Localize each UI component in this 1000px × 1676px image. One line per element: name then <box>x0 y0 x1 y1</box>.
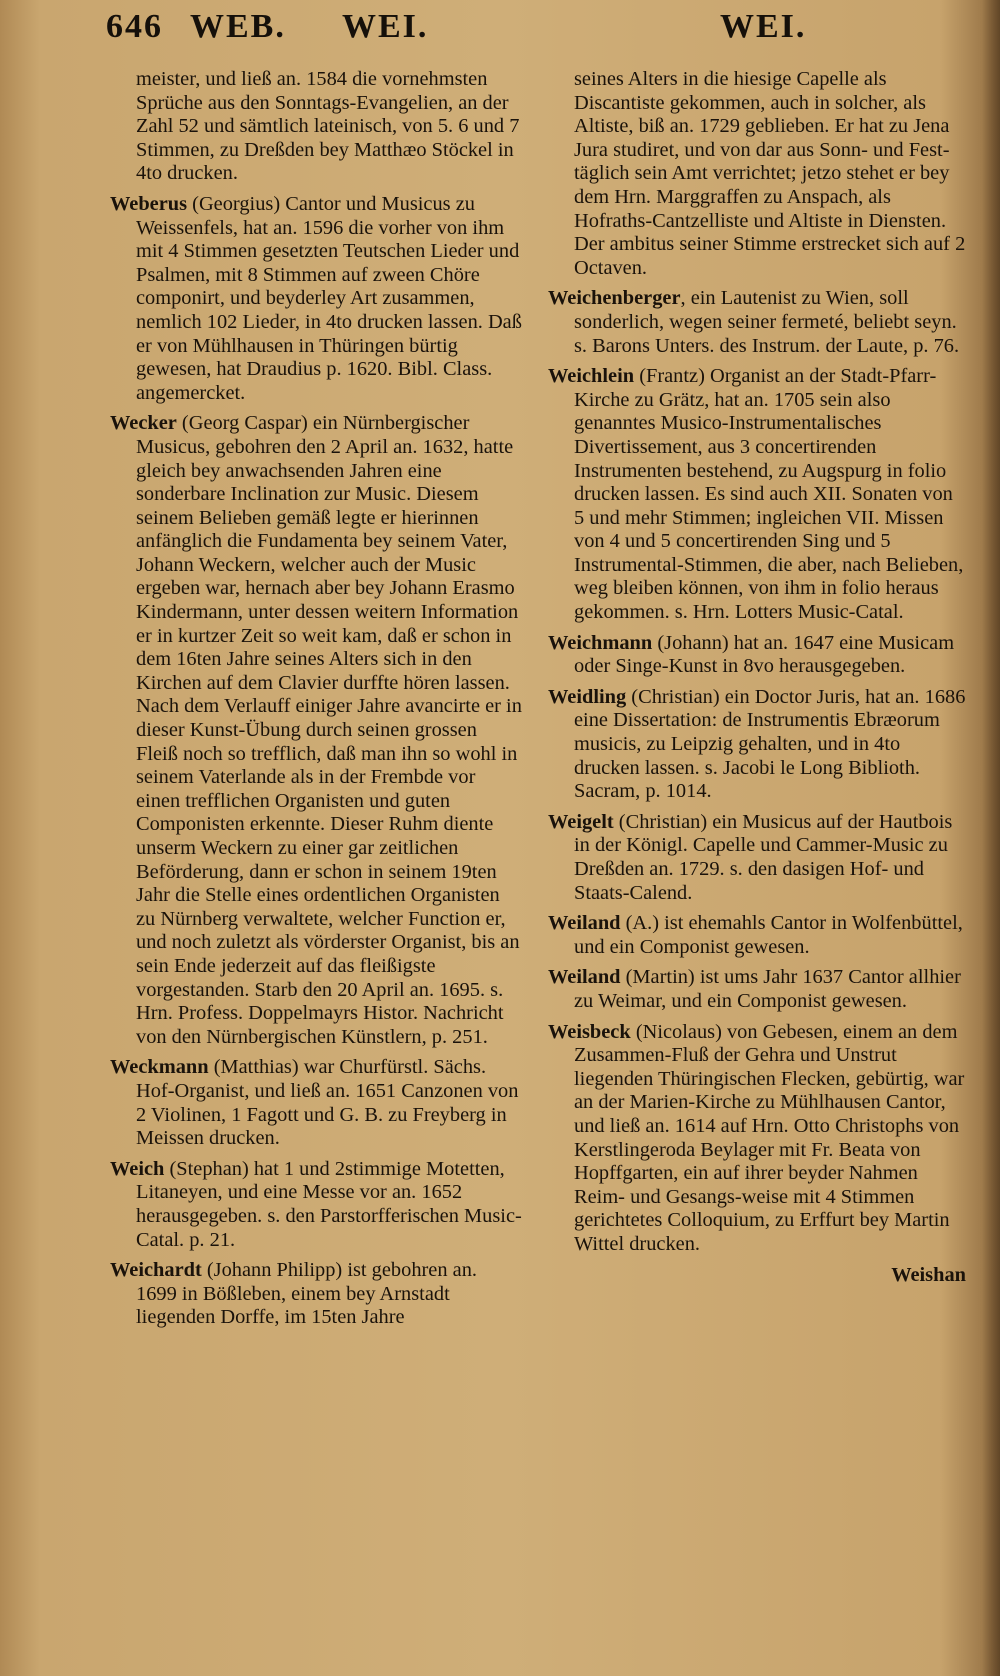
page-number: 646 <box>106 8 163 45</box>
dictionary-entry: Weich (Stephan) hat 1 und 2stimmige Motetten, Litaneyen, und eine Messe vor an. 1652 herausgegeben. s. den Parstorfferischen Music-Catal. p. 21. <box>110 1157 522 1251</box>
catchword: Weishan <box>891 1263 966 1286</box>
entry-continuation: seines Alters in die hiesige Capelle als Discantiste gekommen, auch in solcher, als Altiste, biß an. 1729 geblieben. Er hat zu Jena Jura studiret, und von dar aus Sonn- und Fest-täglich sein Amt verrichtet; jetzo stehet er bey dem Hrn. Marggraffen zu Anspach, als Hofraths-Cantzelliste und Altiste in Diensten. Der ambitus seiner Stimme erstrecket sich auf 2 Octaven. <box>574 68 966 279</box>
dictionary-entry: Weberus (Georgius) Cantor und Musicus zu Weissenfels, hat an. 1596 die vorher von ihm mit 4 Stimmen gesetzten Teutschen Lieder und Psalmen, mit 8 Stimmen auf zween Chöre componirt, und beyderley Art zusammen, nemlich 102 Lieder, in 4to drucken lassen. Daß er von Mühlhausen in Thüringen bürtig gewesen, hat Draudius p. 1620. Bibl. Class. angemercket. <box>110 192 522 404</box>
dictionary-entry: Weidling (Christian) ein Doctor Juris, hat an. 1686 eine Dissertation: de Instrumentis Ebræorum musicis, zu Leipzig gehalten, und in 4to drucken lassen. s. Jacobi le Long Biblioth. Sacram, p. 1014. <box>548 685 966 803</box>
dictionary-entry: Weiland (Martin) ist ums Jahr 1637 Cantor allhier zu Weimar, und ein Componist gewesen. <box>548 966 961 1012</box>
dictionary-entry: Weichlein (Frantz) Organist an der Stadt-Pfarr-Kirche zu Grätz, hat an. 1705 sein also genanntes Musico-Instrumentalisches Divertissement, aus 3 concertirenden Instrumenten bestehend, zu Augspurg in folio drucken lassen. Es sind auch XII. Sonaten von 5 und mehr Stimmen; ingleichen VII. Missen von 4 und 5 concertirenden Sing und 5 Instrumental-Stimmen, die aber, nach Belieben, weg bleiben können, von ihm in folio heraus gekommen. s. Hrn. Lotters Music-Catal. <box>548 365 964 624</box>
dictionary-entry: Weisbeck (Nicolaus) von Gebesen, einem an dem Zusammen-Fluß der Gehra und Unstrut liegenden Thüringischen Flecken, gebürtig, war an der Marien-Kirche zu Mühlhausen Cantor, und ließ an. 1614 auf Hrn. Otto Christophs von Kerstlingeroda Beylager mit Fr. Beata von Hopffgarten, ein auf ihrer beyder Nahmen Reim- und Gesangs-weise mit 4 Stimmen gerichtetes Colloquium, zu Erffurt bey Martin Wittel drucken. <box>548 1020 965 1255</box>
dictionary-entry: Weichardt (Johann Philipp) ist gebohren an. 1699 in Bößleben, einem bey Arnstadt liegenden Dorffe, im 15ten Jahre <box>110 1259 477 1329</box>
running-head-left: WEB. <box>190 8 286 45</box>
dictionary-entry: Weichenberger, ein Lautenist zu Wien, soll sonderlich, wegen seiner fermeté, beliebt seyn. s. Barons Unters. des Instrum. der Laute, p. 76. <box>548 287 960 357</box>
dictionary-entry: Weckmann (Matthias) war Churfürstl. Sächs. Hof-Organist, und ließ an. 1651 Canzonen von 2 Violinen, 1 Fagott und G. B. zu Freyberg in Meissen drucken. <box>110 1056 519 1150</box>
dictionary-entry: Wecker (Georg Caspar) ein Nürnbergischer Musicus, gebohren den 2 April an. 1632, hatte gleich bey anwachsenden Jahren eine sonderbare Inclination zur Music. Diesem seinem Belieben gemäß legte er hierinnen anfänglich die Fundamenta bey seinem Vater, Johann Weckern, welcher auch der Music ergeben war, hernach aber bey Johann Erasmo Kindermann, unter dessen weitern Information er in kurtzer Zeit so weit kam, daß er schon in dem 16ten Jahre seines Alters sich in den Kirchen auf dem Clavier durffte hören lassen. Nach dem Verlauff einiger Jahre avancirte er in dieser Kunst-Übung durch seinen grossen Fleiß noch so trefflich, daß man ihn so wohl in seinem Vaterlande als in der Frembde vor einen trefflichen Organisten und guten Componisten erkennte. Dieser Ruhm diente unserm Weckern zu einer gar zeitlichen Beförderung, dann er schon in seinem 19ten Jahr die Stelle eines ordentlichen Organisten zu Nürnberg verwaltete, welcher Function er, und noch zuletzt als vörderster Organist, bis an sein Ende jederzeit auf das fleißigste vorgestanden. Starb den 20 April an. 1695. s. Hrn. Profess. Doppelmayrs Histor. Nachricht von den Nürnbergischen Künstlern, p. 251. <box>110 412 522 1048</box>
left-column <box>110 68 522 1337</box>
dictionary-entry: Weigelt (Christian) ein Musicus auf der Hautbois in der Königl. Capelle und Cammer-Music zu Dreßden an. 1729. s. den dasigen Hof- und Staats-Calend. <box>548 810 953 904</box>
dictionary-entry: Weichmann (Johann) hat an. 1647 eine Musicam oder Singe-Kunst in 8vo herausgegeben. <box>548 631 955 678</box>
running-head-mid: WEI. <box>342 8 429 45</box>
running-head-right: WEI. <box>720 8 807 45</box>
dictionary-entry: Weiland (A.) ist ehemahls Cantor in Wolfenbüttel, und ein Componist gewesen. <box>548 912 963 958</box>
right-column <box>548 68 966 1287</box>
entry-continuation: meister, und ließ an. 1584 die vornehmsten Sprüche aus den Sonntags-Evangelien, an der Zahl 52 und sämtlich lateinisch, von 5. 6 und 7 Stimmen, zu Dreßden bey Matthæo Stöckel in 4to drucken. <box>136 68 520 185</box>
